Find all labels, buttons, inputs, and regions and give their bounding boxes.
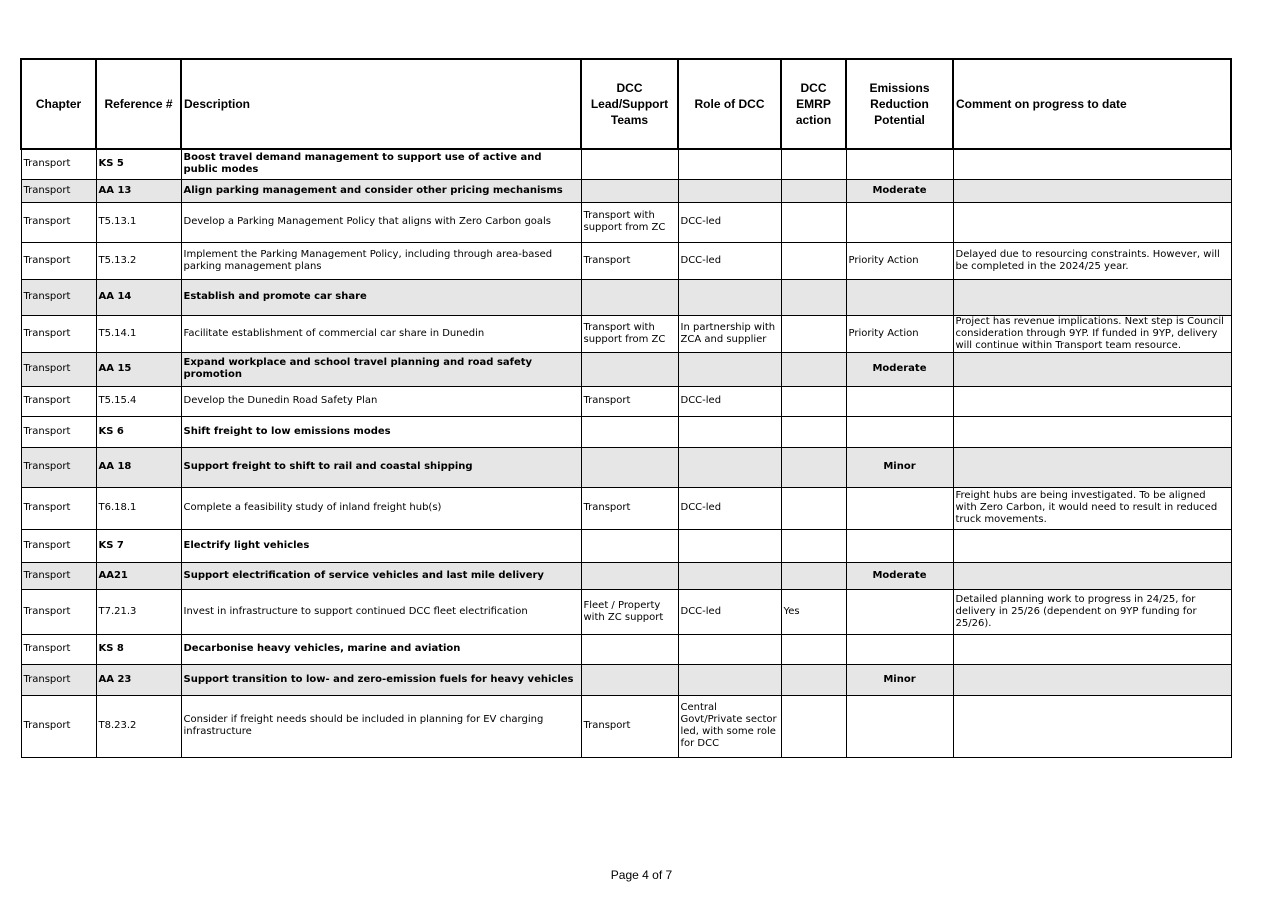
row-emissions-potential: Moderate — [846, 352, 953, 386]
row-emrp-action — [781, 447, 846, 487]
row-description: Support electrification of service vehicles and last mile delivery — [181, 562, 581, 589]
row-emissions-potential — [846, 202, 953, 242]
row-reference: KS 7 — [96, 529, 181, 562]
row-emrp-action — [781, 416, 846, 447]
action-area-row — [21, 279, 1231, 315]
row-emrp-action — [781, 634, 846, 664]
row-chapter: Transport — [21, 562, 96, 589]
row-emrp-action — [781, 179, 846, 202]
row-description: Develop a Parking Management Policy that aligns with Zero Carbon goals — [181, 202, 581, 242]
row-comment: Detailed planning work to progress in 24/25, for delivery in 25/26 (dependent on 9YP funding for 25/26). — [953, 589, 1231, 634]
row-reference: AA 13 — [96, 179, 181, 202]
row-reference: AA21 — [96, 562, 181, 589]
row-lead-team — [581, 416, 678, 447]
row-emrp-action — [781, 695, 846, 757]
row-lead-team: Transport with support from ZC — [581, 315, 678, 352]
row-lead-team: Transport with support from ZC — [581, 202, 678, 242]
header-emrp-action: DCC EMRP action — [781, 59, 846, 149]
row-chapter: Transport — [21, 149, 96, 179]
row-chapter: Transport — [21, 352, 96, 386]
row-description: Decarbonise heavy vehicles, marine and aviation — [181, 634, 581, 664]
row-comment — [953, 634, 1231, 664]
row-role — [678, 529, 781, 562]
row-description: Support freight to shift to rail and coastal shipping — [181, 447, 581, 487]
row-chapter: Transport — [21, 279, 96, 315]
action-area-row — [21, 352, 1231, 386]
action-item-row — [21, 386, 1231, 416]
row-emrp-action — [781, 386, 846, 416]
key-strategy-row — [21, 416, 1231, 447]
row-reference: T5.13.1 — [96, 202, 181, 242]
row-lead-team — [581, 447, 678, 487]
row-comment — [953, 149, 1231, 179]
row-lead-team — [581, 529, 678, 562]
action-item-row — [21, 202, 1231, 242]
row-emrp-action — [781, 664, 846, 695]
row-chapter: Transport — [21, 416, 96, 447]
row-role: DCC-led — [678, 487, 781, 529]
action-area-row — [21, 562, 1231, 589]
row-comment — [953, 202, 1231, 242]
key-strategy-row — [21, 149, 1231, 179]
row-role — [678, 634, 781, 664]
row-comment — [953, 562, 1231, 589]
action-plan-table — [20, 58, 1232, 758]
row-role — [678, 562, 781, 589]
row-reference: AA 15 — [96, 352, 181, 386]
row-reference: T7.21.3 — [96, 589, 181, 634]
row-comment: Freight hubs are being investigated. To be aligned with Zero Carbon, it would need to result in reduced truck movements. — [953, 487, 1231, 529]
row-role — [678, 149, 781, 179]
row-emissions-potential — [846, 487, 953, 529]
row-description: Invest in infrastructure to support continued DCC fleet electrification — [181, 589, 581, 634]
row-role: DCC-led — [678, 386, 781, 416]
row-lead-team — [581, 352, 678, 386]
header-comment: Comment on progress to date — [953, 59, 1231, 149]
row-emrp-action — [781, 149, 846, 179]
row-description: Boost travel demand management to support use of active and public modes — [181, 149, 581, 179]
action-area-row — [21, 447, 1231, 487]
row-description: Expand workplace and school travel planning and road safety promotion — [181, 352, 581, 386]
row-role: DCC-led — [678, 242, 781, 279]
row-role — [678, 447, 781, 487]
row-emissions-potential: Priority Action — [846, 242, 953, 279]
row-comment — [953, 416, 1231, 447]
row-description: Implement the Parking Management Policy, including through area-based parking management plans — [181, 242, 581, 279]
row-chapter: Transport — [21, 529, 96, 562]
header-description: Description — [181, 59, 581, 149]
header-row — [21, 59, 1231, 149]
action-item-row — [21, 315, 1231, 352]
row-emrp-action — [781, 242, 846, 279]
row-emissions-potential — [846, 416, 953, 447]
row-lead-team: Fleet / Property with ZC support — [581, 589, 678, 634]
row-role — [678, 416, 781, 447]
header-lead-support-teams: DCC Lead/Support Teams — [581, 59, 678, 149]
row-role: DCC-led — [678, 202, 781, 242]
row-role: Central Govt/Private sector led, with some role for DCC — [678, 695, 781, 757]
row-emissions-potential — [846, 386, 953, 416]
row-emissions-potential: Priority Action — [846, 315, 953, 352]
action-area-row — [21, 664, 1231, 695]
header-chapter: Chapter — [21, 59, 96, 149]
row-emrp-action — [781, 562, 846, 589]
row-lead-team: Transport — [581, 695, 678, 757]
row-chapter: Transport — [21, 634, 96, 664]
row-lead-team — [581, 634, 678, 664]
row-lead-team — [581, 149, 678, 179]
table-body — [21, 149, 1231, 757]
row-reference: KS 6 — [96, 416, 181, 447]
row-comment — [953, 352, 1231, 386]
row-reference: T5.14.1 — [96, 315, 181, 352]
row-emissions-potential: Moderate — [846, 562, 953, 589]
row-role — [678, 179, 781, 202]
row-comment — [953, 695, 1231, 757]
row-emrp-action — [781, 529, 846, 562]
row-emrp-action: Yes — [781, 589, 846, 634]
row-comment — [953, 179, 1231, 202]
row-reference: T5.15.4 — [96, 386, 181, 416]
row-emissions-potential: Minor — [846, 447, 953, 487]
row-emissions-potential — [846, 529, 953, 562]
row-description: Support transition to low- and zero-emission fuels for heavy vehicles — [181, 664, 581, 695]
header-emissions-reduction-potential: Emissions Reduction Potential — [846, 59, 953, 149]
row-role: DCC-led — [678, 589, 781, 634]
row-emrp-action — [781, 279, 846, 315]
row-role — [678, 279, 781, 315]
row-emissions-potential — [846, 279, 953, 315]
row-comment — [953, 447, 1231, 487]
row-role: In partnership with ZCA and supplier — [678, 315, 781, 352]
row-reference: AA 18 — [96, 447, 181, 487]
row-reference: T8.23.2 — [96, 695, 181, 757]
row-emissions-potential — [846, 695, 953, 757]
row-lead-team: Transport — [581, 242, 678, 279]
header-role-of-dcc: Role of DCC — [678, 59, 781, 149]
row-reference: KS 8 — [96, 634, 181, 664]
row-comment — [953, 386, 1231, 416]
row-reference: T5.13.2 — [96, 242, 181, 279]
row-comment — [953, 529, 1231, 562]
row-emrp-action — [781, 352, 846, 386]
row-description: Develop the Dunedin Road Safety Plan — [181, 386, 581, 416]
row-lead-team — [581, 664, 678, 695]
key-strategy-row — [21, 529, 1231, 562]
row-description: Facilitate establishment of commercial car share in Dunedin — [181, 315, 581, 352]
row-chapter: Transport — [21, 315, 96, 352]
row-chapter: Transport — [21, 695, 96, 757]
row-emrp-action — [781, 315, 846, 352]
row-chapter: Transport — [21, 487, 96, 529]
row-role — [678, 664, 781, 695]
row-description: Complete a feasibility study of inland freight hub(s) — [181, 487, 581, 529]
row-emrp-action — [781, 202, 846, 242]
row-emissions-potential: Moderate — [846, 179, 953, 202]
row-role — [678, 352, 781, 386]
key-strategy-row — [21, 634, 1231, 664]
row-chapter: Transport — [21, 386, 96, 416]
row-lead-team — [581, 562, 678, 589]
row-reference: AA 23 — [96, 664, 181, 695]
page-number: Page 4 of 7 — [610, 868, 673, 882]
header-reference: Reference # — [96, 59, 181, 149]
row-comment: Project has revenue implications. Next step is Council consideration through 9YP. If funded in 9YP, delivery will continue within Transport team resource. — [953, 315, 1231, 352]
row-comment — [953, 279, 1231, 315]
row-chapter: Transport — [21, 447, 96, 487]
row-description: Shift freight to low emissions modes — [181, 416, 581, 447]
action-area-row — [21, 179, 1231, 202]
row-description: Electrify light vehicles — [181, 529, 581, 562]
row-lead-team — [581, 279, 678, 315]
row-chapter: Transport — [21, 664, 96, 695]
row-emissions-potential — [846, 634, 953, 664]
row-chapter: Transport — [21, 589, 96, 634]
action-item-row — [21, 589, 1231, 634]
row-chapter: Transport — [21, 179, 96, 202]
row-emrp-action — [781, 487, 846, 529]
row-reference: T6.18.1 — [96, 487, 181, 529]
action-item-row — [21, 695, 1231, 757]
row-comment — [953, 664, 1231, 695]
row-description: Align parking management and consider other pricing mechanisms — [181, 179, 581, 202]
row-emissions-potential — [846, 589, 953, 634]
row-comment: Delayed due to resourcing constraints. However, will be completed in the 2024/25 year. — [953, 242, 1231, 279]
row-reference: KS 5 — [96, 149, 181, 179]
row-lead-team — [581, 179, 678, 202]
row-emissions-potential — [846, 149, 953, 179]
row-description: Establish and promote car share — [181, 279, 581, 315]
action-item-row — [21, 242, 1231, 279]
row-chapter: Transport — [21, 242, 96, 279]
row-lead-team: Transport — [581, 386, 678, 416]
row-lead-team: Transport — [581, 487, 678, 529]
row-reference: AA 14 — [96, 279, 181, 315]
row-description: Consider if freight needs should be included in planning for EV charging infrastructure — [181, 695, 581, 757]
action-item-row — [21, 487, 1231, 529]
row-chapter: Transport — [21, 202, 96, 242]
row-emissions-potential: Minor — [846, 664, 953, 695]
